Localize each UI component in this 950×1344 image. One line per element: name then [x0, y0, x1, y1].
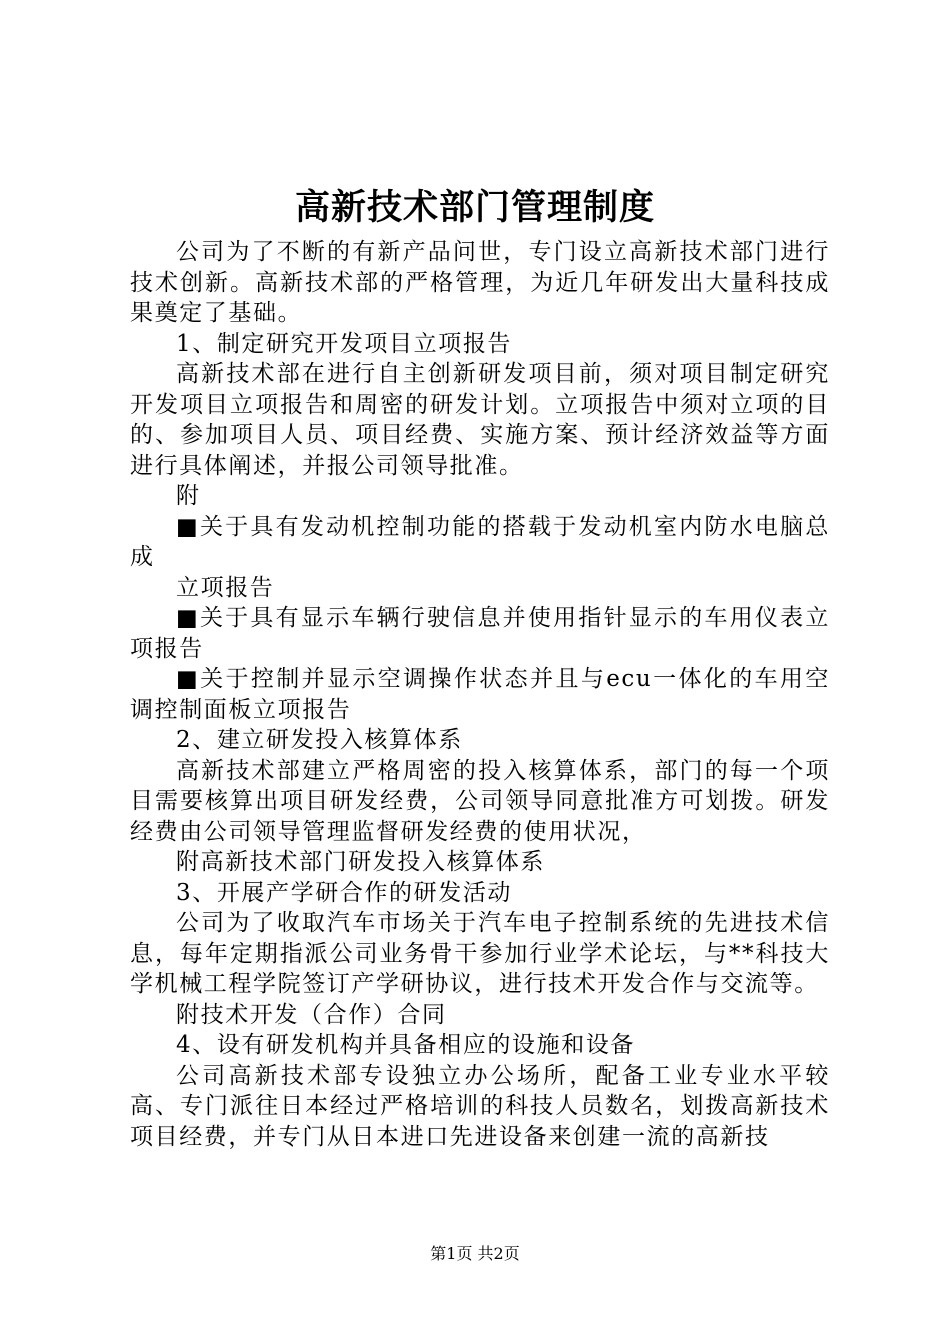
attachment-section-3: 附技术开发（合作）合同: [176, 1001, 447, 1028]
document-title: 高新技术部门管理制度: [294, 187, 655, 228]
attachment-item-2: ■关于具有显示车辆行驶信息并使用指针显示的车用仪表立项报告: [130, 605, 830, 662]
paragraph-section-1: 高新技术部在进行自主创新研发项目前，须对项目制定研究开发项目立项报告和周密的研发计划。立项报告中须对立项的目的、参加项目人员、项目经费、实施方案、预计经济效益等方面进行具体阐述，并报公司领导批准。: [130, 361, 830, 479]
attachment-section-2: 附高新技术部门研发投入核算体系: [176, 849, 545, 875]
attachment-item-3: ■关于控制并显示空调操作状态并且与ecu一体化的车用空调控制面板立项报告: [130, 666, 830, 723]
attachment-item-1-continued: 立项报告: [176, 574, 275, 601]
page-footer: 第1页 共2页: [430, 1244, 520, 1263]
document-body: [130, 237, 830, 1152]
section-heading-3: 3、开展产学研合作的研发活动: [176, 879, 513, 906]
section-heading-4: 4、设有研发机构并具备相应的设施和设备: [176, 1032, 636, 1058]
attachment-label: 附: [176, 483, 201, 509]
paragraph-section-2: 高新技术部建立严格周密的投入核算体系，部门的每一个项目需要核算出项目研发经费，公司领导同意批准方可划拨。研发经费由公司领导管理监督研发经费的使用状况，: [130, 757, 830, 845]
paragraph-section-3: 公司为了收取汽车市场关于汽车电子控制系统的先进技术信息，每年定期指派公司业务骨干参加行业学术论坛，与**科技大学机械工程学院签订产学研协议，进行技术开发合作与交流等。: [130, 910, 830, 997]
section-heading-2: 2、建立研发投入核算体系: [176, 727, 463, 753]
paragraph-intro: 公司为了不断的有新产品问世，专门设立高新技术部门进行技术创新。高新技术部的严格管理，为近几年研发出大量科技成果奠定了基础。: [130, 239, 830, 326]
attachment-item-1: ■关于具有发动机控制功能的搭载于发动机室内防水电脑总成: [130, 513, 830, 570]
paragraph-section-4: 公司高新技术部专设独立办公场所，配备工业专业水平较高、专门派往日本经过严格培训的科技人员数名，划拨高新技术项目经费，并专门从日本进口先进设备来创建一流的高新技: [130, 1062, 830, 1150]
section-heading-1: 1、制定研究开发项目立项报告: [176, 330, 513, 357]
